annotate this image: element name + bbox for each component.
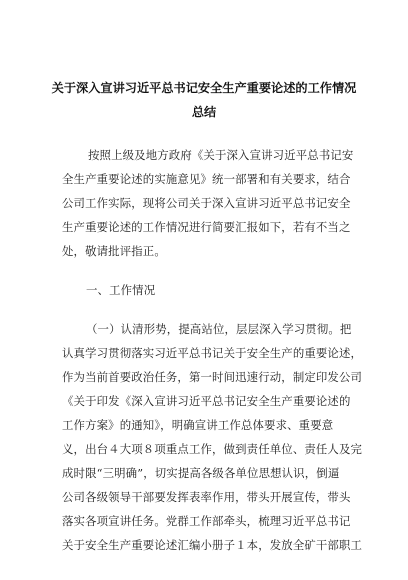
intro-line-5: 处，敬请批评指正。	[62, 244, 166, 258]
intro-line-3: 公司工作实际，现将公司关于深入宣讲习近平总书记安全	[62, 196, 351, 210]
body-line-10: 关于安全生产重要论述汇编小册子１本，发放全矿干部职工	[62, 538, 363, 552]
body-line-5: 工作方案》的通知》，明确宣讲工作总体要求、重要意	[62, 418, 334, 432]
body-line-7: 成时限“三明确”，切实提高各级各单位思想认识，倒逼	[62, 466, 340, 480]
section-heading: 一、工作情况	[86, 283, 156, 297]
document-title-line-1: 关于深入宣讲习近平总书记安全生产重要论述的工作情况	[51, 81, 357, 95]
intro-line-2: 全生产重要论述的实施意见》统一部署和有关要求，结合	[62, 172, 351, 186]
body-line-4: 《关于印发《深入宣讲习近平总书记安全生产重要论述的	[62, 394, 351, 408]
body-line-9: 落实各项宣讲任务。党群工作部牵头，梳理习近平总书记	[62, 514, 351, 528]
body-line-2: 认真学习贯彻落实习近平总书记关于安全生产的重要论述，	[62, 346, 363, 360]
document-title-line-2: 总结	[191, 105, 217, 119]
body-line-3: 作为当前首要政治任务，第一时间迅速行动，制定印发公司	[62, 370, 363, 384]
intro-line-1: 按照上级及地方政府《关于深入宣讲习近平总书记安	[88, 148, 354, 162]
intro-line-4: 生产重要论述的工作情况进行简要汇报如下，若有不当之	[62, 220, 351, 234]
body-line-6: 义，出台４大项８项重点工作，做到责任单位、责任人及完	[62, 442, 363, 456]
body-line-1: （一）认清形势，提高站位，层层深入学习贯彻。把	[86, 322, 352, 336]
body-line-8: 公司各级领导干部要发挥表率作用，带头开展宣传，带头	[62, 490, 351, 504]
